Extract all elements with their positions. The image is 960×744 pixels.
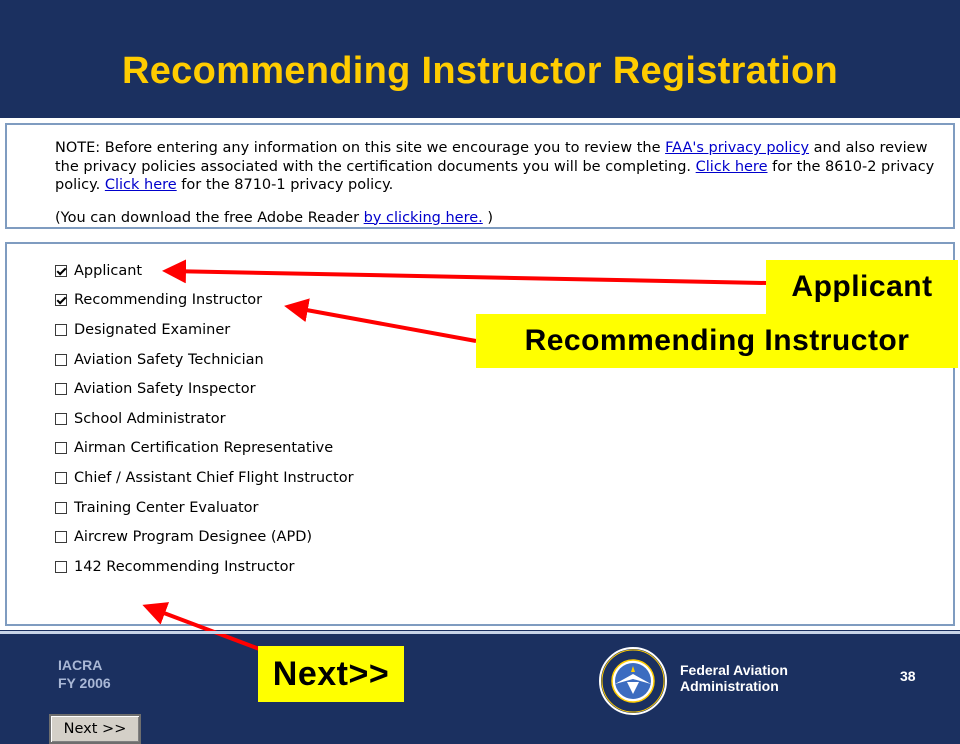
role-label: Designated Examiner [74,321,231,338]
role-training-center-evaluator[interactable] [55,493,354,523]
agency-line-1: Federal Aviation [680,662,788,678]
aircrew-program-designee-checkbox[interactable] [55,531,67,543]
role-label: School Administrator [74,410,226,427]
role-recommending-instructor[interactable] [55,286,354,316]
footer-program-info [58,656,111,692]
role-aviation-safety-technician[interactable] [55,345,354,375]
privacy-note-paragraph [55,139,935,195]
slide-title: Recommending Instructor Registration [122,50,838,92]
role-label: Chief / Assistant Chief Flight Instructor [74,469,354,486]
aviation-safety-technician-checkbox[interactable] [55,354,67,366]
recommending-instructor-callout: Recommending Instructor [476,314,958,368]
note-text-segment: for the 8710-1 privacy policy. [176,177,394,193]
role-label: Recommending Instructor [74,292,263,309]
role-label: Airman Certification Representative [74,440,334,457]
training-center-evaluator-checkbox[interactable] [55,502,67,514]
142-recommending-instructor-checkbox[interactable] [55,561,67,573]
chief-flight-instructor-checkbox[interactable] [55,472,67,484]
adobe-reader-note [55,209,935,228]
privacy-note-panel [5,123,955,229]
faa-privacy-policy-link[interactable]: FAA's privacy policy [665,140,810,156]
role-label: Training Center Evaluator [74,499,259,516]
role-aircrew-program-designee[interactable] [55,522,354,552]
footer-divider [0,631,960,634]
role-designated-examiner[interactable] [55,315,354,345]
role-school-administrator[interactable] [55,404,354,434]
note-text-segment: ) [482,209,494,226]
aviation-safety-inspector-checkbox[interactable] [55,383,67,395]
role-142-recommending-instructor[interactable] [55,552,354,582]
footer-program: IACRA [58,657,103,673]
role-label: Aviation Safety Inspector [74,381,256,398]
recommending-instructor-checkbox[interactable] [55,294,67,306]
role-applicant[interactable] [55,256,354,286]
role-label: Aircrew Program Designee (APD) [74,529,313,546]
note-text-segment: for the 8610-2 privacy policy. [55,158,935,193]
role-label: Aviation Safety Technician [74,351,264,368]
airman-certification-representative-checkbox[interactable] [55,442,67,454]
click-here-8610-link[interactable]: Click here [695,158,768,175]
click-here-8710-link[interactable]: Click here [104,177,177,193]
applicant-checkbox[interactable] [55,265,67,277]
role-label: Applicant [74,262,143,279]
role-chief-flight-instructor[interactable] [55,463,354,493]
page-number: 38 [900,668,916,684]
role-checkbox-list [55,256,354,582]
role-airman-certification-representative[interactable] [55,434,354,464]
role-aviation-safety-inspector[interactable] [55,374,354,404]
role-label: 142 Recommending Instructor [74,558,295,575]
designated-examiner-checkbox[interactable] [55,324,67,336]
note-text-segment: NOTE: Before entering any information on this site we encourage you to review the [55,140,666,156]
note-text-segment: and also review the privacy policies associated with the certification documents you will be completing. [55,140,928,175]
note-text-segment: (You can download the free Adobe Reader [55,209,364,226]
applicant-callout: Applicant [766,260,958,314]
next-button[interactable]: Next >> [49,714,141,744]
next-callout: Next>> [258,646,404,702]
faa-seal-icon [598,646,668,716]
agency-line-2: Administration [680,678,779,694]
school-administrator-checkbox[interactable] [55,413,67,425]
slide-header [0,0,960,118]
adobe-reader-download-link[interactable]: by clicking here. [363,209,483,226]
footer-agency-name [680,662,788,694]
privacy-note-text [55,139,935,227]
footer-year: FY 2006 [58,675,111,691]
